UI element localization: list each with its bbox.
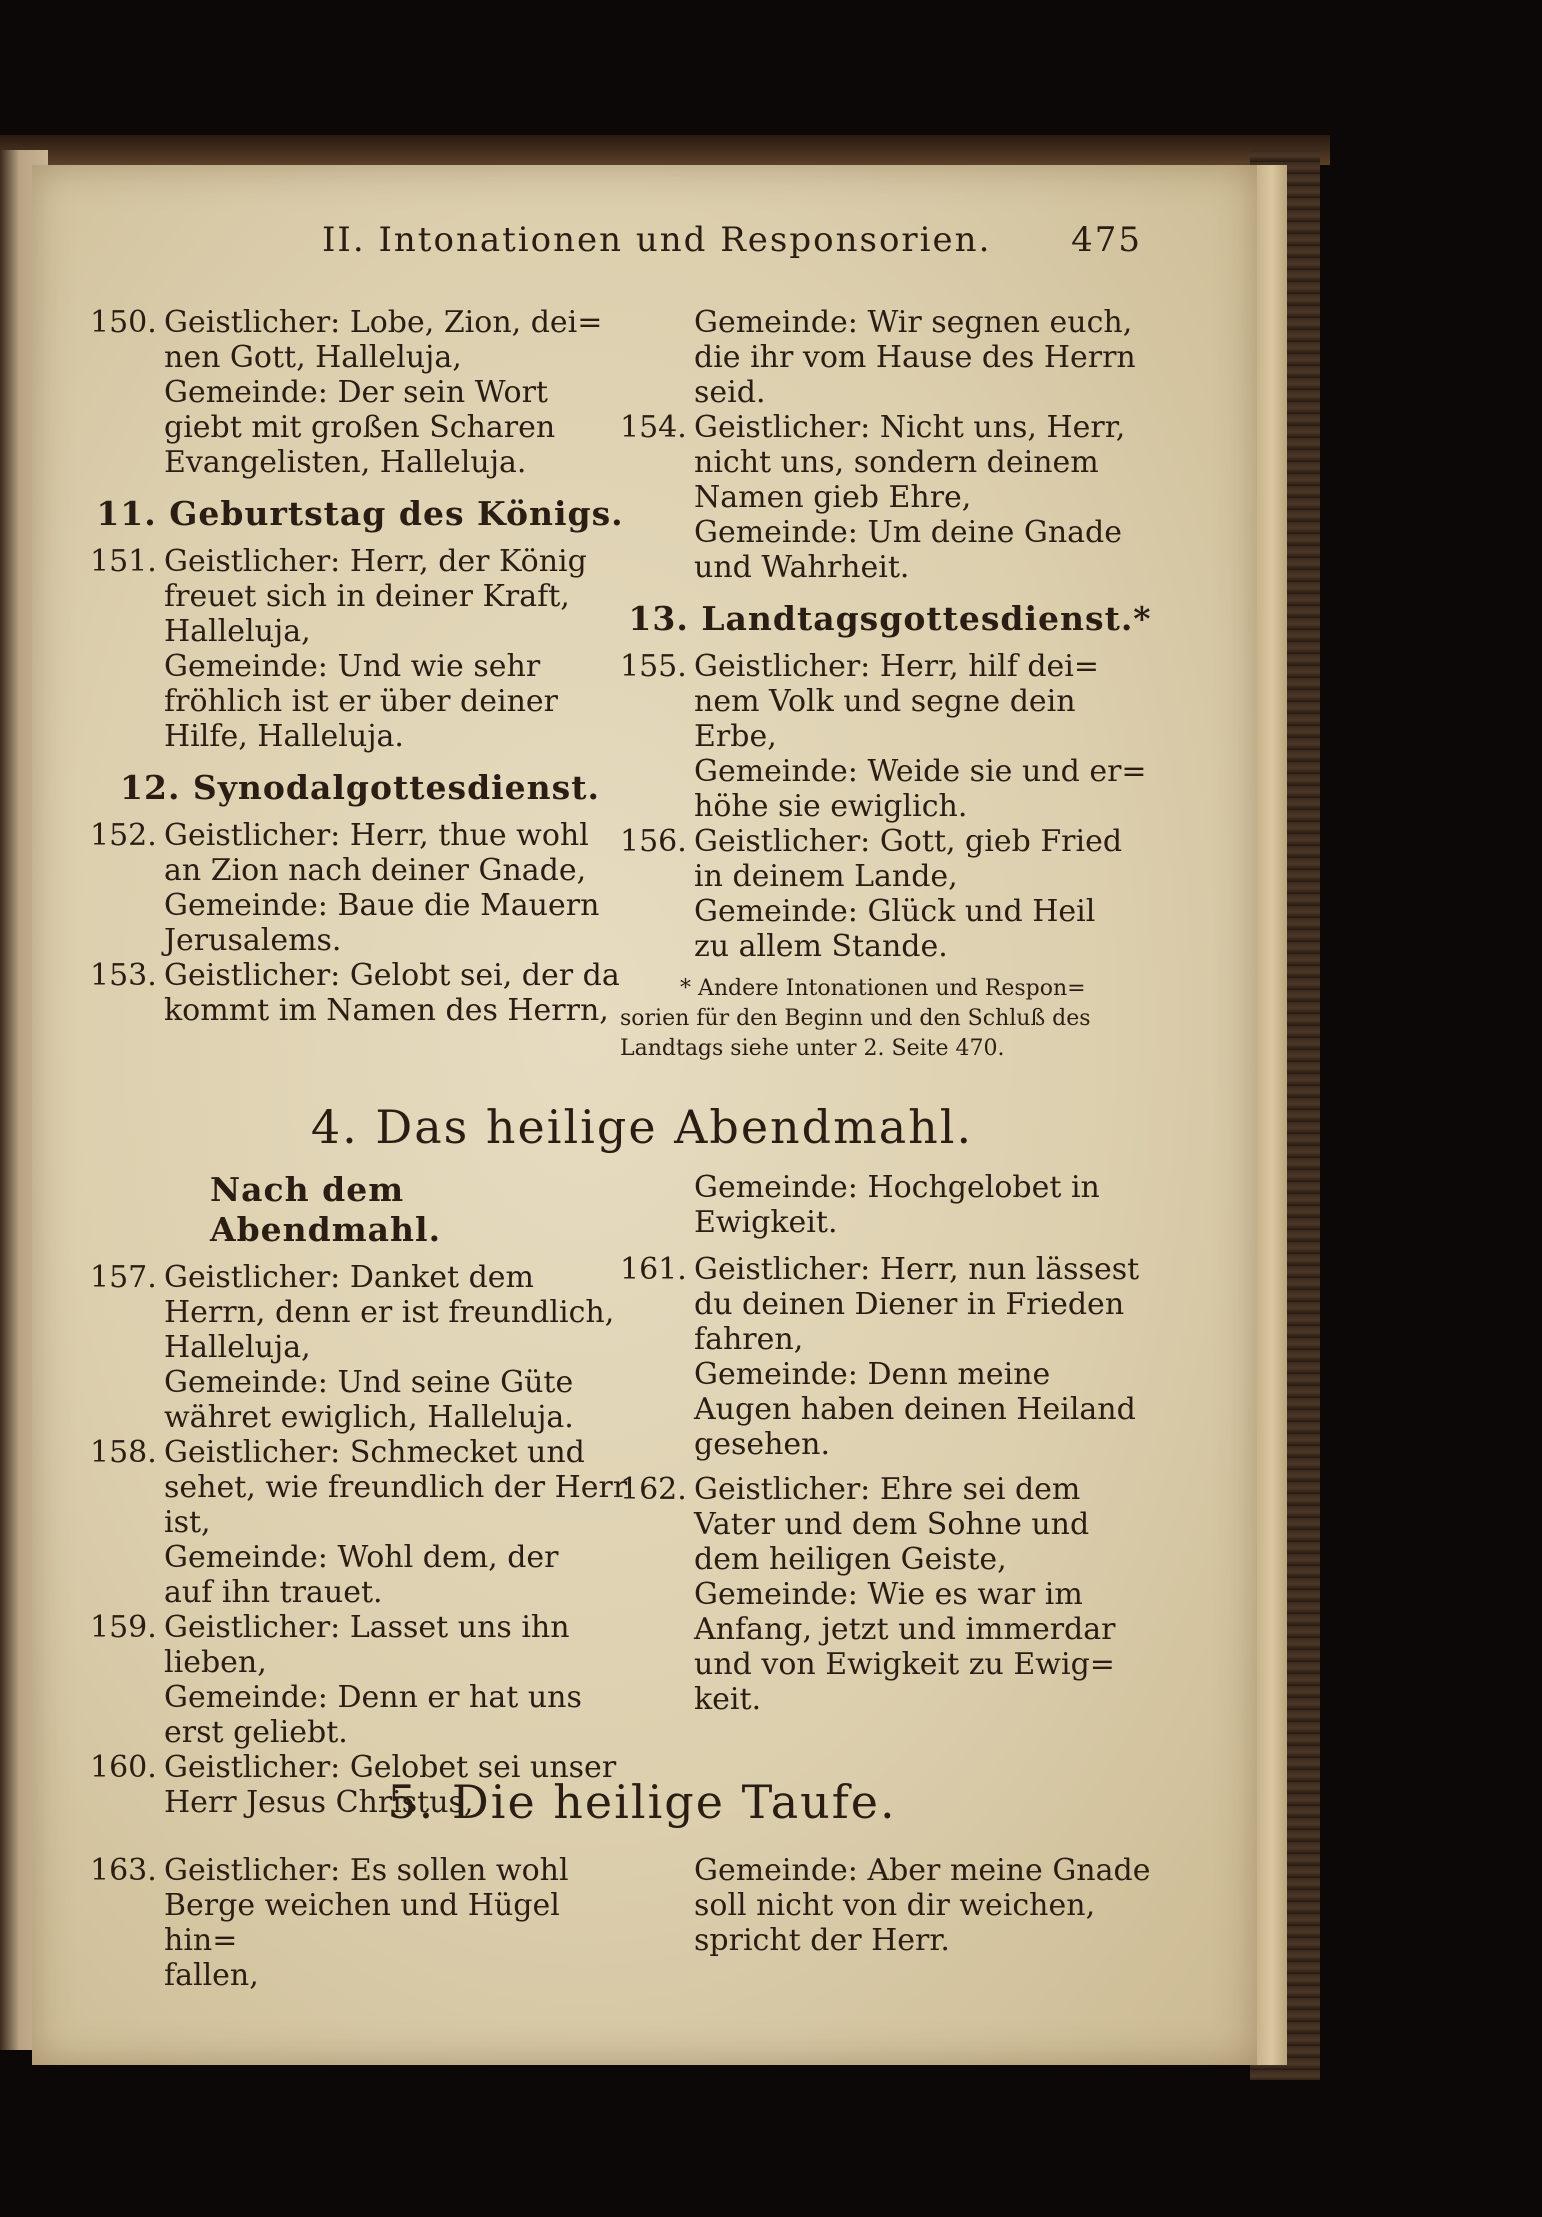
entry-line: Geistlicher: Es sollen wohl [164,1853,569,1888]
entry-line: an Zion nach deiner Gnade, [164,853,587,888]
entry-number: 152. [90,818,157,853]
entry-line: Herr Jesus Christus, [164,1785,474,1820]
entry-154 [620,410,1160,585]
column-left-bottom [90,1853,630,1993]
entry-157 [90,1260,630,1435]
entry-line: lieben, [164,1645,267,1680]
entry-line: seid. [694,375,766,410]
entry-number: 154. [620,410,687,445]
entry-number: 162. [620,1472,687,1507]
entry-line: kommt im Namen des Herrn, [164,993,609,1028]
entry-line: Gemeinde: Baue die Mauern [164,888,600,923]
entry-line: Evangelisten, Halleluja. [164,445,527,480]
entry-line: Geistlicher: Danket dem [164,1260,535,1295]
entry-line: Gemeinde: Denn er hat uns [164,1680,582,1715]
entry-line: Gemeinde: Wir segnen euch, [694,305,1133,340]
entry-line: Halleluja, [164,614,311,649]
book-cover-edge [0,135,1330,165]
entry-number: 155. [620,649,687,684]
entry-line: nem Volk und segne dein Erbe, [694,684,1076,754]
entry-150 [90,305,630,480]
entry-line: Gemeinde: Denn meine [694,1357,1051,1392]
entry-line: Ewigkeit. [694,1205,838,1240]
entry-line: Geistlicher: Herr, hilf dei= [694,649,1100,684]
entry-number: 159. [90,1610,157,1645]
entry-line: die ihr vom Hause des Herrn [694,340,1136,375]
entry-line: Gemeinde: Wohl dem, der [164,1540,559,1575]
entry-line: Gemeinde: Um deine Gnade [694,515,1122,550]
entry-152 [90,818,630,958]
entry-line: Herrn, denn er ist freundlich, [164,1295,615,1330]
entry-line: giebt mit großen Scharen [164,410,556,445]
entry-line: fröhlich ist er über deiner [164,684,559,719]
entry-number: 150. [90,305,157,340]
entry-156 [620,824,1160,964]
column-left-top [90,305,630,1028]
entry-line: Anfang, jetzt und immerdar [694,1612,1116,1647]
entry-number: 153. [90,958,157,993]
entry-number: 163. [90,1853,157,1888]
entry-158 [90,1435,630,1610]
entry-line: Geistlicher: Ehre sei dem [694,1472,1081,1507]
entry-161 [620,1252,1160,1462]
entry-line: in deinem Lande, [694,859,958,894]
entry-line: Namen gieb Ehre, [694,480,972,515]
footnote-line: * Andere Intonationen und Respon= [680,976,1086,1001]
subheading-13: 13. Landtagsgottesdienst.* [628,599,1152,638]
footnote [620,974,1160,1064]
entry-163-continued [620,1853,1160,1958]
entry-line: Gemeinde: Wie es war im [694,1577,1083,1612]
page-edge [1257,165,1287,2065]
entry-line: sehet, wie freundlich der Herr ist, [164,1470,628,1540]
entry-line: gesehen. [694,1427,831,1462]
entry-line: Geistlicher: Lasset uns ihn [164,1610,570,1645]
column-right-bottom [620,1853,1160,1958]
entry-153 [90,958,630,1028]
entry-number: 151. [90,544,157,579]
entry-line: Geistlicher: Schmecket und [164,1435,585,1470]
entry-number: 160. [90,1750,157,1785]
entry-line: Geistlicher: Herr, der König [164,544,587,579]
page-number: 475 [1071,220,1142,260]
running-head [282,220,1182,270]
entry-163 [90,1853,630,1993]
entry-line: Geistlicher: Gelobet sei unser [164,1750,617,1785]
entry-line: Gemeinde: Der sein Wort [164,375,548,410]
entry-line: Gemeinde: Aber meine Gnade [694,1853,1151,1888]
entry-162 [620,1472,1160,1717]
entry-153-continued [620,305,1160,410]
entry-line: du deinen Diener in Frieden [694,1287,1125,1322]
section-heading-4: 4. Das heilige Abendmahl. [310,1100,974,1154]
entry-number: 156. [620,824,687,859]
entry-159 [90,1610,630,1750]
entry-line: Hilfe, Halleluja. [164,719,404,754]
entry-line: fallen, [164,1958,259,1993]
entry-line: dem heiligen Geiste, [694,1542,1007,1577]
entry-line: zu allem Stande. [694,929,948,964]
entry-line: spricht der Herr. [694,1923,950,1958]
entry-line: Berge weichen und Hügel hin= [164,1888,560,1958]
entry-line: nicht uns, sondern deinem [694,445,1099,480]
entry-line: Gemeinde: Weide sie und er= [694,754,1147,789]
entry-line: keit. [694,1682,762,1717]
entry-line: Halleluja, [164,1330,311,1365]
entry-line: Vater und dem Sohne und [694,1507,1090,1542]
column-left-middle [90,1170,630,1820]
subheading-11: 11. Geburtstag des Königs. [96,494,624,533]
footnote-line: sorien für den Beginn und den Schluß des [620,1006,1091,1031]
entry-line: Geistlicher: Herr, thue wohl [164,818,589,853]
entry-line: soll nicht von dir weichen, [694,1888,1096,1923]
entry-line: höhe sie ewiglich. [694,789,968,824]
entry-line: Gemeinde: Und seine Güte [164,1365,574,1400]
entry-line: Geistlicher: Gott, gieb Fried [694,824,1123,859]
column-right-middle [620,1170,1160,1717]
entry-line: Augen haben deinen Heiland [694,1392,1136,1427]
entry-line: währet ewiglich, Halleluja. [164,1400,574,1435]
entry-line: und Wahrheit. [694,550,910,585]
entry-line: Gemeinde: Und wie sehr [164,649,541,684]
section-heading-5: 5. Die heilige Taufe. [387,1775,897,1829]
entry-line: Jerusalems. [164,923,342,958]
entry-line: Geistlicher: Nicht uns, Herr, [694,410,1126,445]
entry-line: und von Ewigkeit zu Ewig= [694,1647,1115,1682]
entry-line: Gemeinde: Hochgelobet in [694,1170,1100,1205]
entry-number: 161. [620,1252,687,1287]
entry-155 [620,649,1160,824]
entry-line: Gemeinde: Glück und Heil [694,894,1096,929]
subheading-12: 12. Synodalgottesdienst. [120,768,600,807]
entry-line: Geistlicher: Gelobt sei, der da [164,958,620,993]
entry-line: fahren, [694,1322,804,1357]
subheading-after-communion: Nach dem Abendmahl. [210,1170,442,1249]
entry-line: Geistlicher: Lobe, Zion, dei= [164,305,603,340]
entry-line: freuet sich in deiner Kraft, [164,579,570,614]
entry-151 [90,544,630,754]
footnote-line: Landtags siehe unter 2. Seite 470. [620,1036,1005,1061]
running-title: II. Intonationen und Responsorien. [322,220,992,260]
entry-line: erst geliebt. [164,1715,348,1750]
entry-line: nen Gott, Halleluja, [164,340,462,375]
book-page [32,165,1257,2065]
entry-number: 158. [90,1435,157,1470]
entry-160-continued [620,1170,1160,1240]
column-right-top [620,305,1160,1064]
entry-line: Geistlicher: Herr, nun lässest [694,1252,1140,1287]
entry-line: auf ihn trauet. [164,1575,383,1610]
entry-number: 157. [90,1260,157,1295]
